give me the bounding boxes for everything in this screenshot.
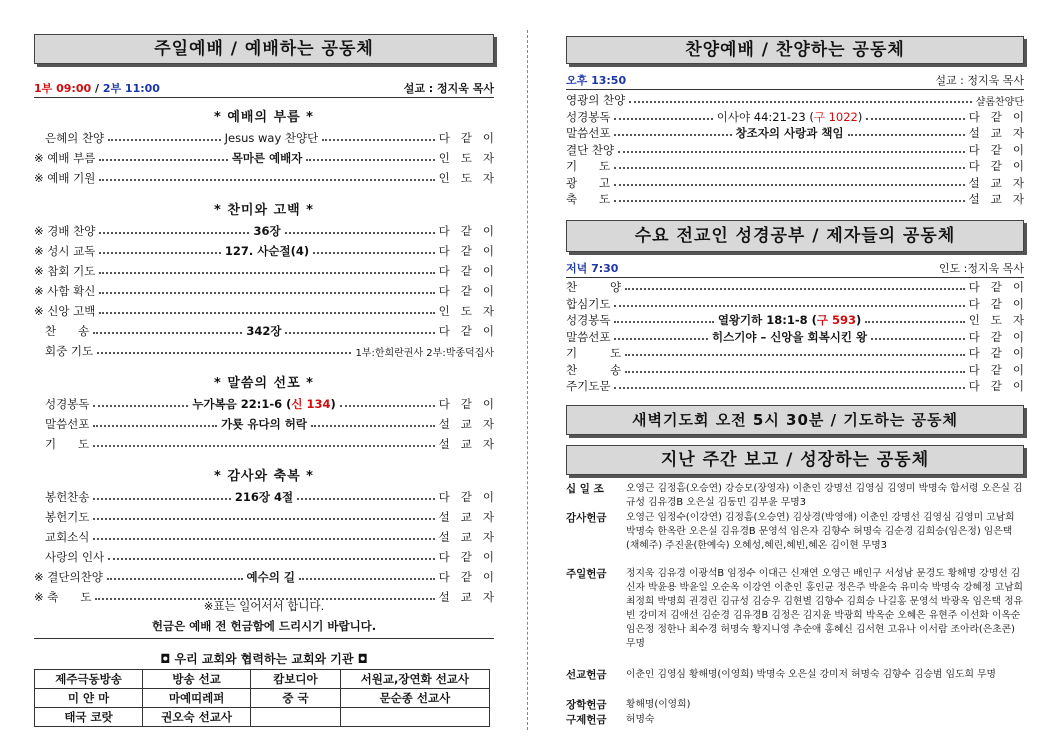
- coop-cell: [340, 708, 489, 727]
- item-label: 기 도: [34, 437, 90, 451]
- item-person: 인도자: [438, 171, 505, 185]
- item-label: 봉헌찬송: [34, 490, 90, 504]
- wednesday-leader: 인도 :정지욱 목사: [938, 262, 1024, 275]
- report-key: 십 일 조: [566, 483, 604, 495]
- item-label: 성경봉독: [34, 397, 90, 411]
- leader-dots: [99, 292, 434, 294]
- report-key: 감사헌금: [566, 512, 607, 524]
- item-person: 다같이: [438, 131, 506, 145]
- service-2-time: 2부 11:00: [102, 82, 160, 95]
- leader-dots: [618, 151, 965, 153]
- item-label: 찬 양: [566, 280, 622, 294]
- wednesday-row: [566, 376, 1035, 396]
- order-row: [34, 301, 505, 321]
- scripture-ref: 구 1022: [813, 109, 858, 124]
- report-item: [566, 482, 1024, 510]
- leader-dots: [99, 179, 434, 181]
- item-label: 영광의 찬양: [566, 93, 626, 107]
- leader-dots: [93, 445, 435, 447]
- item-person: 인도자: [438, 151, 506, 165]
- item-person: 다같이: [438, 550, 505, 564]
- leader-dots: [285, 232, 435, 234]
- report-item: [566, 511, 1024, 567]
- leader-dots: [625, 354, 965, 356]
- order-row: [34, 567, 505, 587]
- scripture-ref: 구 593: [816, 313, 857, 327]
- leader-dots: [614, 387, 964, 389]
- order-row: [34, 281, 505, 301]
- item-content: 누가복음 22:1-6 (신 134): [192, 397, 336, 411]
- service-times: [34, 80, 160, 96]
- report-item: [566, 698, 1024, 712]
- item-label: 사랑의 인사: [34, 550, 105, 564]
- item-person: 다같이: [438, 490, 505, 504]
- wednesday-time: 저녁 7:30: [566, 262, 619, 275]
- item-person: 다같이: [438, 570, 505, 584]
- item-content: 36장: [253, 224, 281, 238]
- leader-dots: [93, 518, 434, 520]
- item-person: 인도자: [438, 304, 505, 318]
- leader-dots: [107, 578, 243, 580]
- column-divider: [527, 30, 528, 730]
- item-label: 회중 기도: [34, 344, 94, 358]
- item-label: ※ 경배 찬양: [34, 224, 96, 238]
- item-content: 히스기야 – 신앙을 회복시킨 왕: [712, 329, 868, 344]
- item-label: 교회소식: [34, 530, 90, 544]
- leader-dots: [99, 159, 227, 161]
- praise-header-line: [566, 72, 1024, 90]
- item-person: 설교자: [968, 192, 1035, 206]
- item-person: 다같이: [968, 142, 1035, 157]
- item-person: 다같이: [438, 324, 506, 338]
- item-person: 설교자: [438, 510, 505, 524]
- sermon-by: 설교 : 정지욱 목사: [403, 82, 494, 95]
- item-content: 127. 사순절(4): [224, 244, 310, 258]
- coop-table: [34, 669, 490, 727]
- item-content: 목마른 예배자: [231, 151, 303, 165]
- leader-dots: [340, 405, 435, 407]
- report-key: 주일헌금: [566, 568, 607, 580]
- item-label: ※ 축 도: [34, 590, 92, 604]
- item-content: 216장 4절: [234, 490, 294, 504]
- coop-cell: 제주극동방송: [35, 670, 143, 689]
- leader-dots: [614, 184, 965, 186]
- item-label: 말씀선포: [34, 417, 90, 431]
- coop-title: ◘ 우리 교회와 협력하는 교회와 기관 ◘: [160, 652, 368, 666]
- leader-dots: [311, 425, 435, 427]
- item-person: 다같이: [438, 224, 505, 238]
- leader-dots: [625, 288, 965, 290]
- item-person: 다같이: [968, 109, 1036, 124]
- report-key: 구제헌금: [566, 714, 607, 726]
- item-person: 1부:한희란권사 2부:박종덕집사: [355, 347, 494, 359]
- item-content: 342장: [246, 324, 282, 338]
- leader-dots: [285, 332, 434, 334]
- order-row: [34, 148, 506, 168]
- leader-dots: [93, 405, 188, 407]
- item-label: ※ 예배 기원: [34, 171, 96, 185]
- offering-note: 헌금은 예배 전 헌금함에 드리시기 바랍니다.: [151, 619, 377, 633]
- leader-dots: [93, 425, 217, 427]
- leader-dots: [614, 167, 965, 169]
- leader-dots: [625, 371, 965, 373]
- leader-dots: [93, 538, 434, 540]
- item-label: 말씀선포: [566, 126, 611, 140]
- leader-dots: [629, 101, 971, 103]
- sunday-banner: 주일예배 / 예배하는 공동체: [34, 34, 494, 64]
- order-row: [34, 547, 505, 567]
- order-row: [34, 527, 505, 547]
- report-names: 이춘인 김영심 황해명(이영희) 박명숙 오은실 강미저 허명숙 김향수 김승범 임도희 무명: [626, 669, 997, 680]
- item-person: 다같이: [968, 329, 1035, 344]
- item-person: 다같이: [438, 264, 505, 278]
- report-names: 오영근 김정흠(오승연) 강승모(장영자) 이춘인 강명선 김영심 김영미 박명숙 함서령 오은실 김규성 김유경B 오은실 김동민 김부윤 무명3: [626, 483, 1023, 508]
- item-label: 찬 송: [566, 362, 622, 377]
- leader-dots: [313, 252, 435, 254]
- coop-row: [35, 689, 490, 708]
- item-label: 말씀선포: [566, 329, 611, 344]
- leader-dots: [99, 232, 249, 234]
- item-label: 성경봉독: [566, 313, 611, 327]
- coop-row: [35, 708, 490, 727]
- order-row: [34, 341, 494, 361]
- item-person: 설교자: [438, 530, 505, 544]
- coop-cell: 캄보디아: [251, 670, 341, 689]
- praise-sermon-by: 설교 : 정지욱 목사: [935, 74, 1024, 87]
- item-label: 광 고: [566, 175, 611, 190]
- service-1-time: 1부 09:00: [34, 82, 92, 95]
- item-person: 다같이: [968, 379, 1035, 393]
- leader-dots: [299, 578, 435, 580]
- coop-cell: 태국 코랏: [35, 708, 143, 727]
- leader-dots: [614, 200, 965, 202]
- item-label: 결단 찬양: [566, 142, 615, 157]
- leader-dots: [866, 118, 964, 120]
- section-title: * 찬미와 고백 *: [214, 203, 314, 218]
- sunday-header-line: [34, 80, 494, 98]
- item-label: 성경봉독: [566, 109, 611, 124]
- item-label: 기 도: [566, 159, 611, 173]
- item-person: 설교자: [968, 126, 1036, 140]
- item-content: 창조자의 사랑과 책임: [735, 126, 844, 140]
- order-row: [34, 168, 505, 188]
- leader-dots: [99, 312, 434, 314]
- report-names: 황해명(이영희): [626, 699, 691, 710]
- leader-dots: [865, 321, 964, 323]
- item-label: ※ 참회 기도: [34, 264, 96, 278]
- item-content: Jesus way 찬양단: [224, 131, 319, 145]
- order-row: [34, 221, 505, 241]
- leader-dots: [848, 134, 965, 136]
- item-label: ※ 성시 교독: [34, 244, 96, 258]
- wednesday-header-line: [566, 260, 1024, 278]
- item-label: 기 도: [566, 346, 622, 360]
- leader-dots: [614, 338, 708, 340]
- praise-banner: 찬양예배 / 찬양하는 공동체: [566, 36, 1024, 64]
- time-separator: /: [91, 82, 103, 95]
- wednesday-banner: 수요 전교인 성경공부 / 제자들의 공동체: [566, 220, 1024, 252]
- order-row: [34, 414, 506, 434]
- leader-dots: [614, 134, 731, 136]
- item-person: 다같이: [968, 296, 1035, 311]
- section-title: * 예배의 부름 *: [214, 110, 314, 125]
- report-banner: 지난 주간 보고 / 성장하는 공동체: [566, 445, 1024, 475]
- dawn-banner: 새벽기도회 오전 5시 30분 / 기도하는 공동체: [566, 405, 1024, 435]
- coop-cell: [251, 708, 341, 727]
- item-person: 다같이: [968, 159, 1035, 173]
- item-label: 은혜의 찬양: [34, 131, 105, 145]
- section-title: * 말씀의 선포 *: [214, 376, 314, 391]
- item-content: 예수의 길: [246, 570, 295, 584]
- item-label: 축 도: [566, 192, 611, 206]
- item-person: 인도자: [968, 313, 1036, 327]
- section-title: * 감사와 축복 *: [214, 469, 314, 484]
- order-row: [34, 321, 506, 341]
- leader-dots: [297, 498, 435, 500]
- leader-dots: [108, 558, 435, 560]
- leader-dots: [614, 321, 713, 323]
- item-label: 봉헌기도: [34, 510, 90, 524]
- praise-time: 오후 13:50: [566, 74, 627, 87]
- item-person: 샬롬찬양단: [975, 96, 1024, 108]
- item-content: 열왕기하 18:1-8 (구 593): [717, 313, 862, 327]
- leader-dots: [99, 272, 434, 274]
- order-row: [34, 394, 506, 414]
- separator-line: [34, 638, 494, 639]
- item-person: 설교자: [438, 417, 506, 431]
- item-person: 설교자: [438, 590, 505, 604]
- leader-dots: [108, 139, 220, 141]
- report-item: [566, 713, 1024, 727]
- order-row: [34, 507, 505, 527]
- leader-dots: [306, 159, 434, 161]
- report-names: 정지욱 김유경 이광석B 임정수 이대근 신재연 오영근 배인구 서성남 문경도 황해명 강명선 김신자 박윤용 박윤일 오순옥 이강연 이춘인 홍인균 정은주 박윤숙 유미숙 박명숙 강혜정 고남희 최정희 박명희 권경린 김규성 김승우 김현별 김향수 김희승 나길홍 문영석 박광옥 임은택 정유빈 강미저 김애선 김순경 김유경B 김정은 김지윤 박광희 박옥순 오혜은 유현주 이선화 이옥순 임은정 정한나 최수경 허명숙 황지니영 추순애 홍혜신 김서현 고유나 이서람 조아라(은초콘) 무명: [626, 568, 1023, 649]
- report-key: 장학헌금: [566, 699, 607, 711]
- coop-cell: 중 국: [251, 689, 341, 708]
- leader-dots: [99, 252, 221, 254]
- standing-note: ※표는 일어서서 합니다.: [203, 599, 325, 613]
- coop-cell: 방송 선교: [143, 670, 251, 689]
- item-label: 합심기도: [566, 296, 611, 311]
- item-person: 다같이: [438, 284, 505, 298]
- report-item: [566, 567, 1024, 667]
- item-person: 다같이: [968, 346, 1035, 360]
- item-person: 설교자: [968, 175, 1035, 190]
- coop-cell: 서원교,장연화 선교사: [340, 670, 489, 689]
- coop-cell: 문순종 선교사: [340, 689, 489, 708]
- scripture-ref: 신 134: [291, 397, 331, 411]
- report-names: 오영근 임정수(이강연) 김정흠(오승연) 김상경(박영애) 이춘인 강명선 김영심 김영미 고남희 박명숙 한옥란 오은실 김유경B 문영석 임은자 김향수 허명숙 김순경 김희승(임은정) 임은택(채혜주) 주진윤(한예숙) 오혜성,혜린,혜빈,혜온 김이현 무명3: [626, 512, 1015, 551]
- order-row: [34, 261, 505, 281]
- item-label: ※ 예배 부름: [34, 151, 96, 165]
- leader-dots: [97, 352, 351, 354]
- item-person: 다같이: [968, 280, 1035, 294]
- item-person: 다같이: [968, 362, 1035, 377]
- order-row: [34, 128, 506, 148]
- item-content: 가룟 유다의 허락: [221, 417, 307, 431]
- report-names: 허명숙: [626, 714, 655, 725]
- order-row: [34, 487, 505, 507]
- item-person: 다같이: [438, 244, 505, 258]
- report-item: [566, 668, 1024, 696]
- leader-dots: [322, 139, 434, 141]
- order-row: [34, 241, 505, 261]
- item-person: 설교자: [438, 437, 505, 451]
- leader-dots: [614, 305, 964, 307]
- item-person: 다같이: [438, 397, 506, 411]
- item-label: 주기도문: [566, 379, 611, 393]
- item-content: 이사야 44:21-23 (구 1022): [716, 109, 863, 124]
- coop-row: [35, 670, 490, 689]
- coop-cell: 미 얀 마: [35, 689, 143, 708]
- leader-dots: [93, 332, 242, 334]
- report-key: 선교헌금: [566, 669, 607, 681]
- leader-dots: [93, 498, 231, 500]
- coop-cell: 권오숙 선교사: [143, 708, 251, 727]
- item-label: 찬 송: [34, 324, 90, 338]
- order-row: [34, 434, 505, 454]
- praise-row: [566, 189, 1035, 209]
- leader-dots: [871, 338, 965, 340]
- item-label: ※ 신앙 고백: [34, 304, 96, 318]
- coop-cell: 마예띠레퍼: [143, 689, 251, 708]
- item-label: ※ 사함 확신: [34, 284, 96, 298]
- item-label: ※ 결단의찬양: [34, 570, 103, 584]
- leader-dots: [614, 118, 712, 120]
